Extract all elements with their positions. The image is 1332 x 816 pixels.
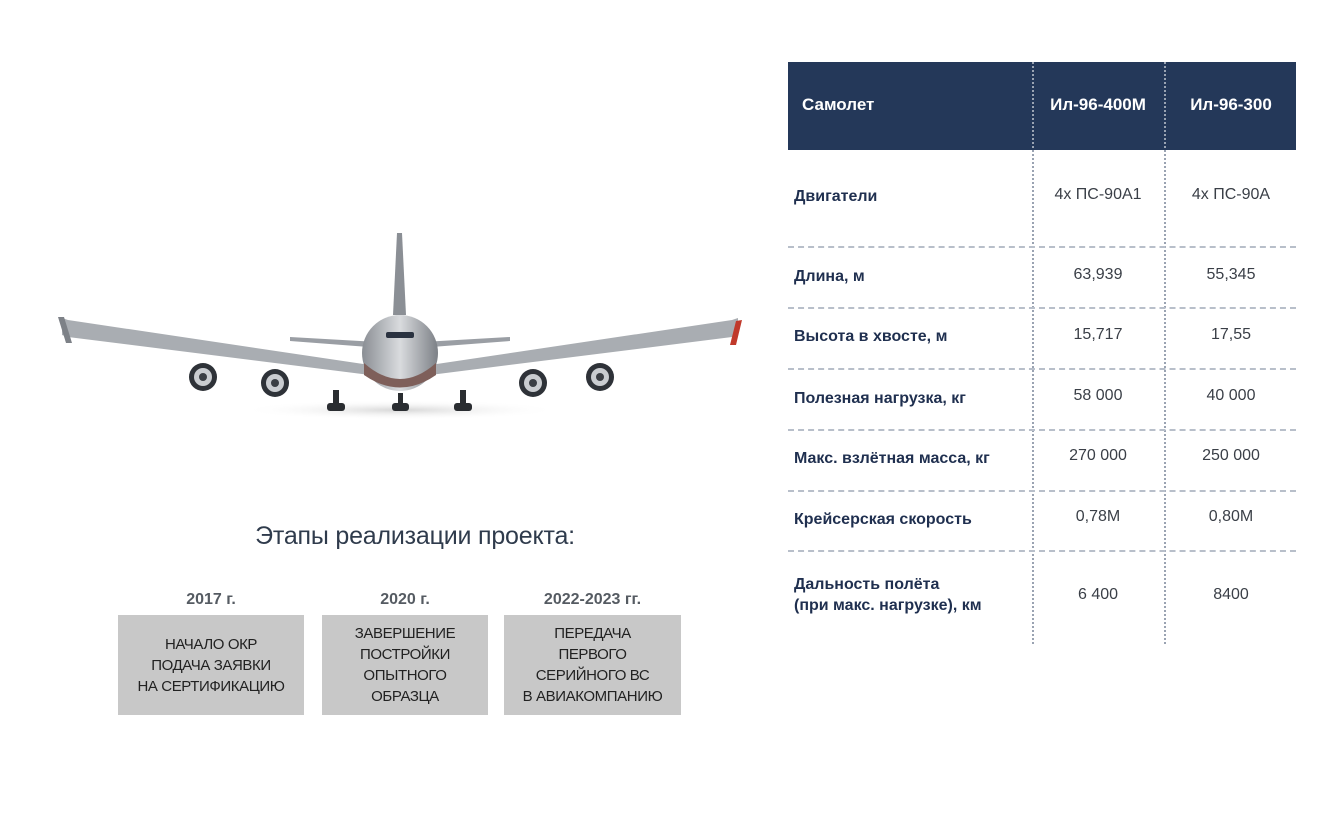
spec-table-header bbox=[788, 62, 1296, 150]
row-label: Крейсерская скорость bbox=[794, 511, 972, 528]
row-value: 58 000 bbox=[1073, 387, 1123, 404]
table-row bbox=[788, 492, 1296, 552]
header-il96-400m: Ил-96-400М bbox=[1050, 95, 1146, 114]
stage-box bbox=[118, 615, 304, 715]
stage-text: НАЧАЛО ОКР ПОДАЧА ЗАЯВКИ НА СЕРТИФИКАЦИЮ bbox=[137, 635, 285, 695]
row-value: 15,717 bbox=[1073, 326, 1123, 343]
row-value: 4х ПС-90А1 bbox=[1054, 186, 1142, 203]
row-value: 55,345 bbox=[1206, 266, 1256, 283]
stage-text: ПЕРЕДАЧА ПЕРВОГО СЕРИЙНОГО ВС В АВИАКОМПАНИЮ bbox=[522, 625, 663, 705]
row-value: 6 400 bbox=[1077, 586, 1119, 603]
row-value: 0,78М bbox=[1075, 508, 1121, 525]
row-label: Двигатели bbox=[794, 188, 878, 205]
table-row bbox=[788, 248, 1296, 309]
row-value: 4х ПС-90А bbox=[1191, 186, 1271, 203]
row-value: 40 000 bbox=[1206, 387, 1256, 404]
row-label: Дальность полёта (при макс. нагрузке), км bbox=[794, 576, 982, 614]
table-row bbox=[788, 552, 1296, 644]
stage-year: 2022-2023 гг. bbox=[543, 591, 642, 608]
stage-text: ЗАВЕРШЕНИЕ ПОСТРОЙКИ ОПЫТНОГО ОБРАЗЦА bbox=[354, 625, 456, 705]
row-value: 0,80М bbox=[1208, 508, 1254, 525]
table-row bbox=[788, 150, 1296, 248]
stage-year: 2017 г. bbox=[186, 591, 236, 608]
table-row bbox=[788, 370, 1296, 431]
row-value: 250 000 bbox=[1202, 447, 1260, 464]
row-value: 63,939 bbox=[1073, 266, 1123, 283]
row-value: 17,55 bbox=[1210, 326, 1252, 343]
row-label: Полезная нагрузка, кг bbox=[794, 390, 966, 407]
table-row bbox=[788, 309, 1296, 370]
header-aircraft: Самолет bbox=[802, 95, 875, 114]
airplane-front-view-icon bbox=[50, 225, 750, 425]
stage-box bbox=[504, 615, 681, 715]
row-label: Длина, м bbox=[794, 268, 865, 285]
row-value: 270 000 bbox=[1069, 447, 1127, 464]
stage-year: 2020 г. bbox=[380, 591, 430, 608]
row-label: Макс. взлётная масса, кг bbox=[794, 450, 990, 467]
header-il96-300: Ил-96-300 bbox=[1190, 95, 1272, 114]
row-label: Высота в хвосте, м bbox=[794, 328, 948, 345]
table-row bbox=[788, 431, 1296, 492]
stage-box bbox=[322, 615, 488, 715]
stages-title: Этапы реализации проекта: bbox=[255, 522, 575, 550]
row-value: 8400 bbox=[1213, 586, 1249, 603]
